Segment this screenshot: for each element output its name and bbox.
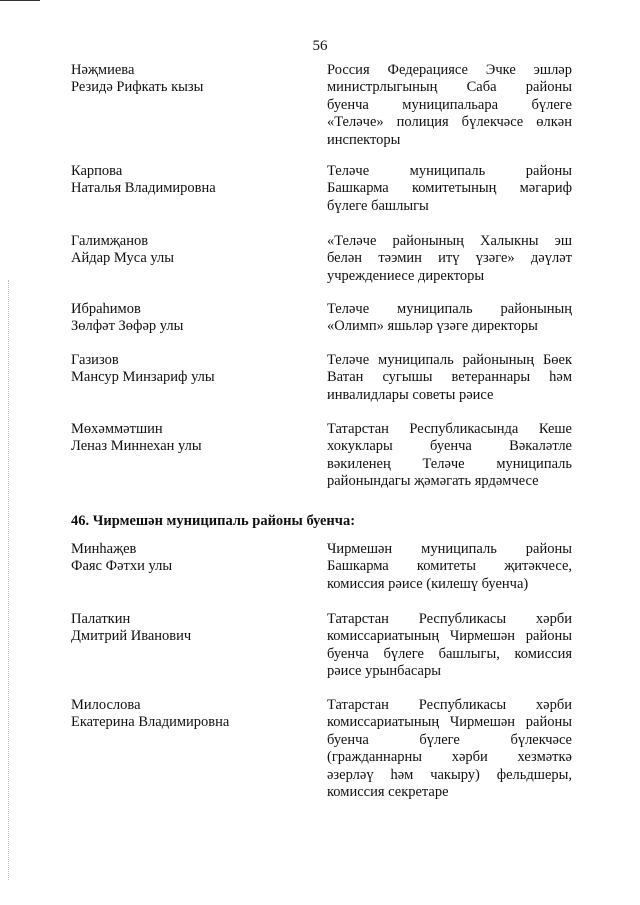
person-surname: Милослова: [71, 697, 141, 713]
position-line: (гражданнарны хәрби хезмәткә: [327, 749, 572, 766]
position-line: рәисе урынбасары: [327, 663, 441, 680]
position-line: бүлеге башлыгы: [327, 197, 429, 214]
position-line: учреждениесе директоры: [327, 267, 485, 284]
person-given-name: Леназ Миннехан улы: [71, 438, 202, 455]
position-line: Башкарма комитеты җитәкчесе,: [327, 558, 572, 575]
position-line: Теләче муниципаль районының: [327, 301, 572, 317]
position-line: буенча муниципальара бүлеге: [327, 96, 572, 113]
person-position: [327, 541, 572, 593]
person-position: [327, 163, 572, 215]
scan-edge-mark: [0, 0, 40, 1]
person-given-name: Екатерина Владимировна: [71, 714, 230, 731]
scan-margin-marks: [8, 280, 10, 880]
person-name: [71, 352, 301, 387]
person-given-name: Зөлфәт Зөфәр улы: [71, 318, 184, 335]
person-given-name: Айдар Муса улы: [71, 250, 174, 267]
position-line: комиссариатының Чирмешән районы: [327, 714, 572, 731]
position-line: белән тәэмин итү үзәге» дәүләт: [327, 250, 572, 267]
person-position: [327, 697, 572, 801]
person-position: [327, 611, 572, 681]
person-surname: Нәҗмиева: [71, 62, 135, 78]
position-line: комиссия секретаре: [327, 784, 449, 801]
person-name: [71, 233, 301, 268]
position-line: Татарстан Республикасы хәрби: [327, 611, 572, 627]
position-line: районындагы җәмәгать ярдәмчесе: [327, 473, 539, 490]
position-line: комиссия рәисе (килешү буенча): [327, 575, 529, 592]
person-position: [327, 301, 572, 336]
position-line: буенча бүлеге башлыгы, комиссия: [327, 645, 572, 662]
position-line: министрлыгының Саба районы: [327, 79, 572, 96]
position-line: Чирмешән муниципаль районы: [327, 541, 572, 557]
position-line: хокуклары буенча Вәкаләтле: [327, 438, 572, 455]
person-name: [71, 697, 301, 732]
person-name: [71, 541, 301, 576]
person-name: [71, 421, 301, 456]
person-surname: Палаткин: [71, 611, 131, 627]
person-name: [71, 611, 301, 646]
position-line: комиссариатының Чирмешән районы: [327, 628, 572, 645]
position-line: Татарстан Республикасында Кеше: [327, 421, 572, 437]
person-given-name: Наталья Владимировна: [71, 180, 216, 197]
person-surname: Карпова: [71, 163, 123, 179]
person-surname: Ибраһимов: [71, 301, 141, 317]
position-line: инвалидлары советы рәисе: [327, 386, 494, 403]
position-line: «Теләче районының Халыкны эш: [327, 233, 572, 249]
person-surname: Мөхәммәтшин: [71, 421, 163, 437]
position-line: Россия Федерациясе Эчке эшләр: [327, 62, 572, 78]
position-line: вәкиленең Теләче муниципаль: [327, 455, 572, 472]
person-surname: Галимҗанов: [71, 233, 149, 249]
position-line: Ватан сугышы ветераннары һәм: [327, 369, 572, 386]
position-line: инспекторы: [327, 131, 401, 148]
person-name: [71, 301, 301, 336]
person-position: [327, 421, 572, 491]
person-given-name: Резидә Рифкать кызы: [71, 79, 204, 96]
person-name: [71, 163, 301, 198]
person-position: [327, 233, 572, 285]
page-number: 56: [312, 38, 328, 54]
position-line: Теләче муниципаль районы: [327, 163, 572, 179]
position-line: әзерләү һәм чакыру) фельдшеры,: [327, 766, 572, 783]
person-given-name: Дмитрий Иванович: [71, 628, 192, 645]
position-line: буенча бүлеге бүлекчәсе: [327, 731, 572, 748]
position-line: «Олимп» яшьләр үзәге директоры: [327, 318, 538, 335]
position-line: Татарстан Республикасы хәрби: [327, 697, 572, 713]
person-position: [327, 352, 572, 404]
position-line: «Теләче» полиция бүлекчәсе өлкән: [327, 114, 572, 131]
person-surname: Минһаҗев: [71, 541, 137, 557]
person-position: [327, 62, 572, 149]
person-name: [71, 62, 301, 97]
section-heading: 46. Чирмешән муниципаль районы буенча:: [71, 513, 356, 529]
person-given-name: Мансур Минзариф улы: [71, 369, 215, 386]
position-line: Башкарма комитетының мәгариф: [327, 180, 572, 197]
position-line: Теләче муниципаль районының Бөек: [327, 352, 572, 368]
person-given-name: Фаяс Фәтхи улы: [71, 558, 173, 575]
person-surname: Газизов: [71, 352, 119, 368]
